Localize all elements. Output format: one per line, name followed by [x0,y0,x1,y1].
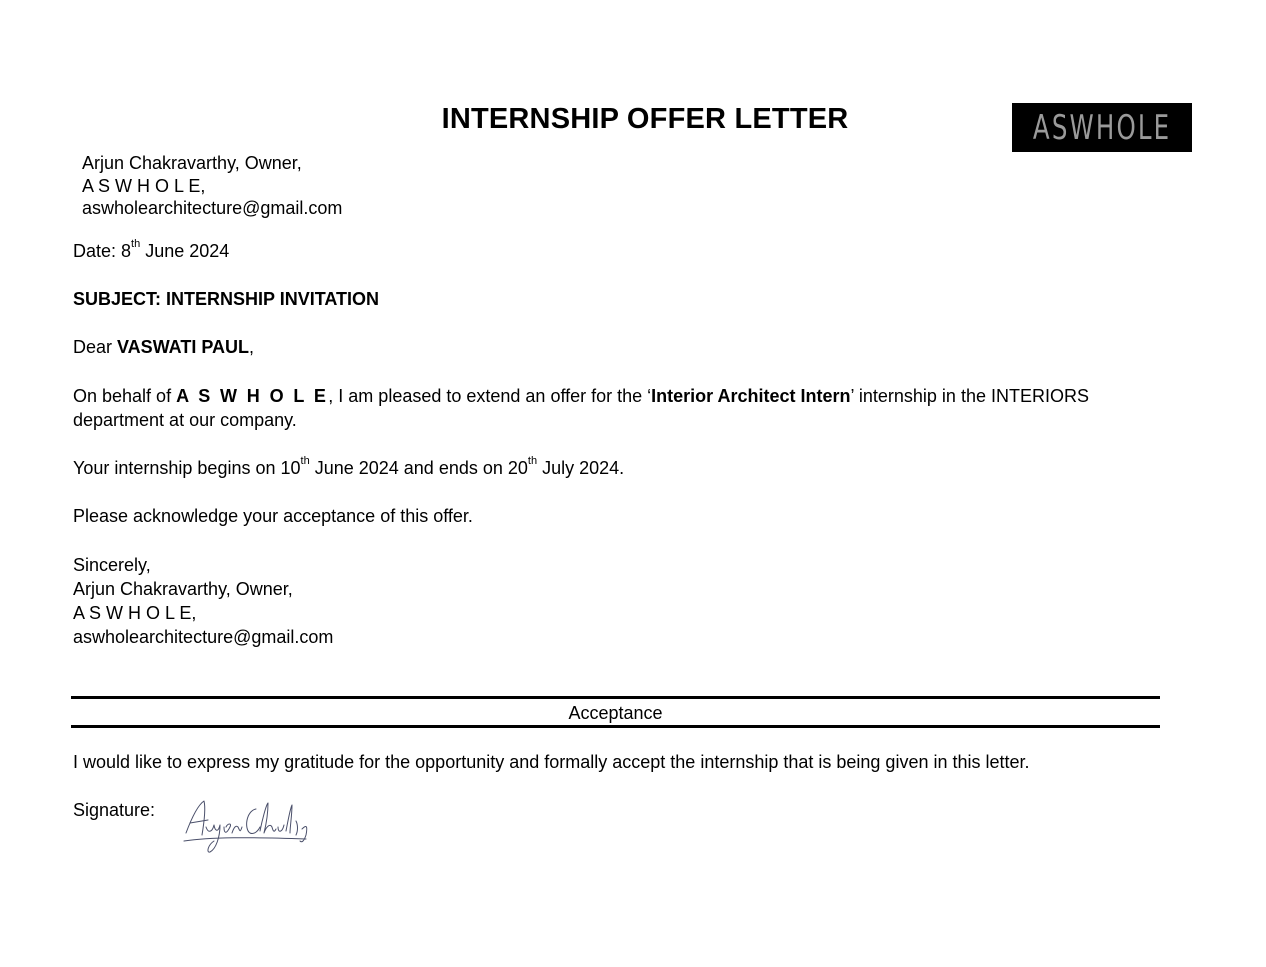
sender-name: Arjun Chakravarthy, Owner, [82,153,302,173]
date-ordinal: th [131,238,141,250]
handwritten-signature [180,795,320,857]
offer-line-1 [73,385,1089,408]
dates-ordinal-1: th [300,455,310,467]
dates-text-1: Your internship begins on 10 [73,458,301,478]
closing-email: aswholearchitecture@gmail.com [73,627,334,647]
offer-text-2: , I am pleased to extend an offer for the ‘ [328,386,652,406]
letter-subject: SUBJECT: INTERNSHIP INVITATION [73,289,380,309]
closing-sincerely: Sincerely, [73,555,151,575]
acceptance-top-rule [71,696,1160,699]
dates-text-2: June 2024 and ends on 20 [309,458,528,478]
greeting-suffix: , [249,337,255,357]
offer-company: A S W H O L E [176,386,329,406]
date-label: Date: 8 [73,241,132,261]
letter-date [73,238,230,262]
acknowledge-paragraph: Please acknowledge your acceptance of this offer. [73,506,473,526]
offer-paragraph [73,385,1089,432]
logo-wordmark: ASWHOLE [1032,107,1172,148]
acceptance-statement: I would like to express my gratitude for the opportunity and formally accept the internship that is being given in this letter. [73,752,1030,772]
closing-block [73,554,333,650]
greeting-prefix: Dear [73,337,118,357]
internship-dates [73,455,625,479]
closing-name: Arjun Chakravarthy, Owner, [73,579,293,599]
dates-text-3: July 2024. [537,458,625,478]
dates-ordinal-2: th [527,455,538,467]
offer-text-1: On behalf of [73,386,177,406]
offer-text-3: ’ internship in the INTERIORS [850,386,1089,406]
greeting [73,337,254,358]
recipient-name: VASWATI PAUL [117,337,250,357]
sender-company: A S W H O L E, [82,175,206,196]
sender-block [82,152,342,220]
offer-line-2: department at our company. [73,410,297,430]
sender-email: aswholearchitecture@gmail.com [82,198,343,218]
company-logo [1012,103,1192,152]
letter-title: INTERNSHIP OFFER LETTER [441,103,849,135]
acceptance-bottom-rule [71,725,1160,728]
offer-role: Interior Architect Intern [651,386,851,406]
closing-company: A S W H O L E, [73,603,197,623]
date-rest: June 2024 [140,241,230,261]
signature-label: Signature: [73,800,156,820]
acceptance-heading: Acceptance [568,703,663,723]
